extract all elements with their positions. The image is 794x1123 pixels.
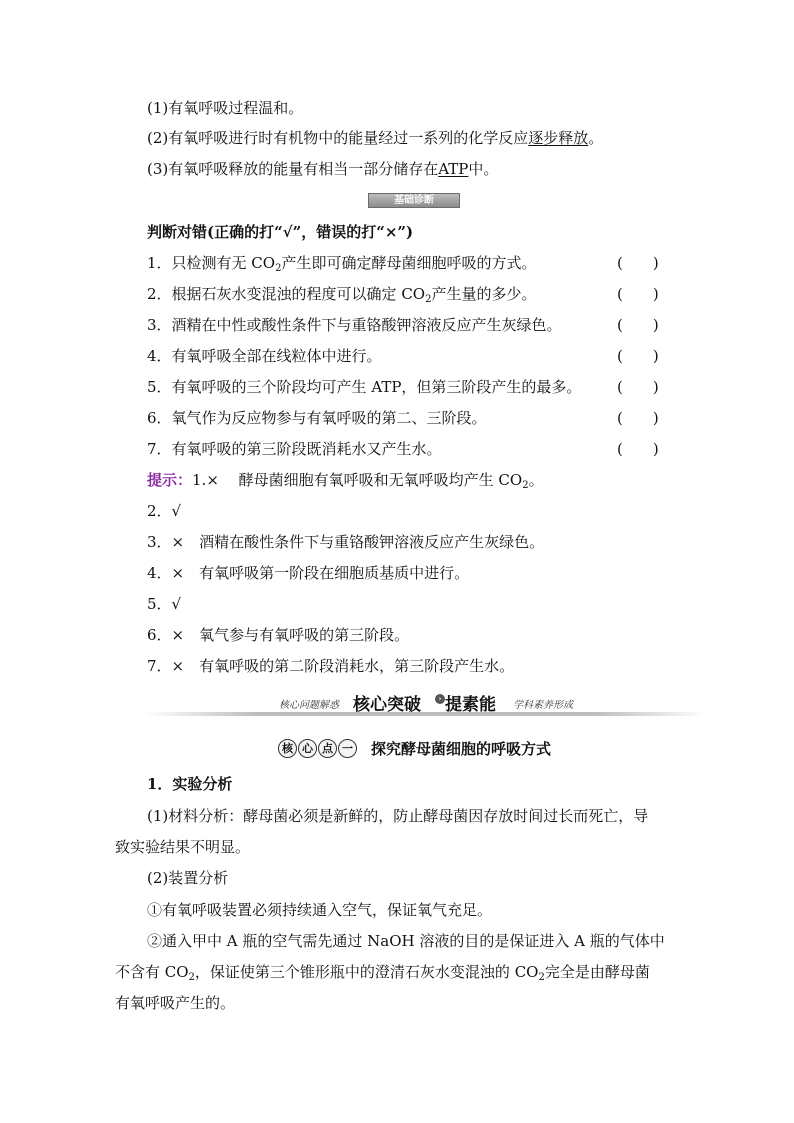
text: 中。 (468, 160, 499, 178)
text: ，保证使第三个锥形瓶中的澄清石灰水变混浊的 CO (194, 963, 539, 981)
key-point-badge (278, 739, 357, 758)
badge-char: 核 (278, 739, 297, 758)
text: 2．根据石灰水变混浊的程度可以确定 CO (147, 285, 426, 303)
section-right-caption: 学科素养形成 (513, 700, 573, 711)
question-6: 6．氧气作为反应物参与有氧呼吸的第二、三阶段。 (147, 409, 487, 427)
answer-paren-5: ( ) (617, 378, 659, 396)
answer-paren-2: ( ) (617, 285, 659, 303)
paragraph-device-2c: 有氧呼吸产生的。 (115, 994, 236, 1012)
key-point-heading (278, 738, 551, 758)
hint-4: 4．× 有氧呼吸第一阶段在细胞质基质中进行。 (147, 564, 470, 582)
text: 产生即可确定酵母菌细胞呼吸的方式。 (281, 254, 537, 272)
hint-1 (147, 470, 544, 490)
text: 产生量的多少。 (431, 285, 537, 303)
answer-paren-4: ( ) (617, 347, 659, 365)
section-left-caption: 核心问题解惑 (279, 700, 339, 711)
question-1 (147, 253, 536, 273)
underlined-text: ATP (438, 160, 469, 178)
badge-char: 一 (338, 739, 357, 758)
badge-char: 点 (318, 739, 337, 758)
intro-line-1: (1)有氧呼吸过程温和。 (147, 99, 304, 117)
text: 。 (588, 129, 604, 147)
text: 。 (528, 471, 544, 489)
answer-paren-7: ( ) (617, 440, 659, 458)
judge-title: 判断对错(正确的打“√”，错误的打“×”) (147, 223, 414, 241)
underlined-text: 逐步释放 (528, 129, 589, 147)
subscript: 2 (522, 480, 529, 491)
text: 完全是由酵母菌 (544, 963, 650, 981)
hint-3: 3．× 酒精在酸性条件下与重铬酸钾溶液反应产生灰绿色。 (147, 533, 545, 551)
answer-paren-6: ( ) (617, 409, 659, 427)
hint-2: 2．√ (147, 502, 182, 520)
answer-paren-3: ( ) (617, 316, 659, 334)
subscript: 2 (538, 972, 545, 983)
section-title-second: 提素能 (445, 695, 496, 715)
section-title-main: 核心突破 (353, 695, 421, 715)
question-3: 3．酒精在中性或酸性条件下与重铬酸钾溶液反应产生灰绿色。 (147, 316, 562, 334)
subscript: 2 (425, 294, 432, 305)
hint-label: 提示： (147, 471, 193, 489)
section-header (145, 690, 707, 720)
question-5: 5．有氧呼吸的三个阶段均可产生 ATP，但第三阶段产生的最多。 (147, 378, 582, 396)
text: (3)有氧呼吸释放的能量有相当一部分储存在 (147, 160, 439, 178)
hint-7: 7．× 有氧呼吸的第二阶段消耗水，第三阶段产生水。 (147, 657, 515, 675)
text: 1.× 酵母菌细胞有氧呼吸和无氧呼吸均产生 CO (192, 471, 523, 489)
question-7: 7．有氧呼吸的第三阶段既消耗水又产生水。 (147, 440, 442, 458)
key-point-title: 探究酵母菌细胞的呼吸方式 (371, 739, 552, 758)
text: 不含有 CO (115, 963, 189, 981)
subscript: 2 (188, 972, 195, 983)
section-rule (145, 712, 707, 716)
paragraph-material-2: 致实验结果不明显。 (115, 838, 251, 856)
arrow-icon: › (435, 694, 445, 704)
intro-line-2 (147, 128, 603, 148)
subscript: 2 (275, 263, 282, 274)
paragraph-device-2b (115, 962, 650, 982)
hint-5: 5．√ (147, 595, 182, 613)
intro-line-3 (147, 159, 498, 179)
banner-label: 基础诊断 (394, 195, 434, 206)
question-4: 4．有氧呼吸全部在线粒体中进行。 (147, 347, 382, 365)
paragraph-device-1: ①有氧呼吸装置必须持续通入空气，保证氧气充足。 (147, 901, 493, 919)
hint-6: 6．× 氧气参与有氧呼吸的第三阶段。 (147, 626, 410, 644)
paragraph-device-heading: (2)装置分析 (147, 869, 229, 887)
question-2 (147, 284, 536, 304)
paragraph-material-1: (1)材料分析：酵母菌必须是新鲜的，防止酵母菌因存放时间过长而死亡，导 (147, 807, 649, 825)
subheading-experiment-analysis: 1．实验分析 (147, 775, 233, 793)
badge-char: 心 (298, 739, 317, 758)
text: 1．只检测有无 CO (147, 254, 276, 272)
paragraph-device-2a: ②通入甲中 A 瓶的空气需先通过 NaOH 溶液的目的是保证进入 A 瓶的气体中 (147, 932, 665, 950)
answer-paren-1: ( ) (617, 254, 659, 272)
diagnosis-banner (368, 193, 460, 208)
text: (2)有氧呼吸进行时有机物中的能量经过一系列的化学反应 (147, 129, 529, 147)
